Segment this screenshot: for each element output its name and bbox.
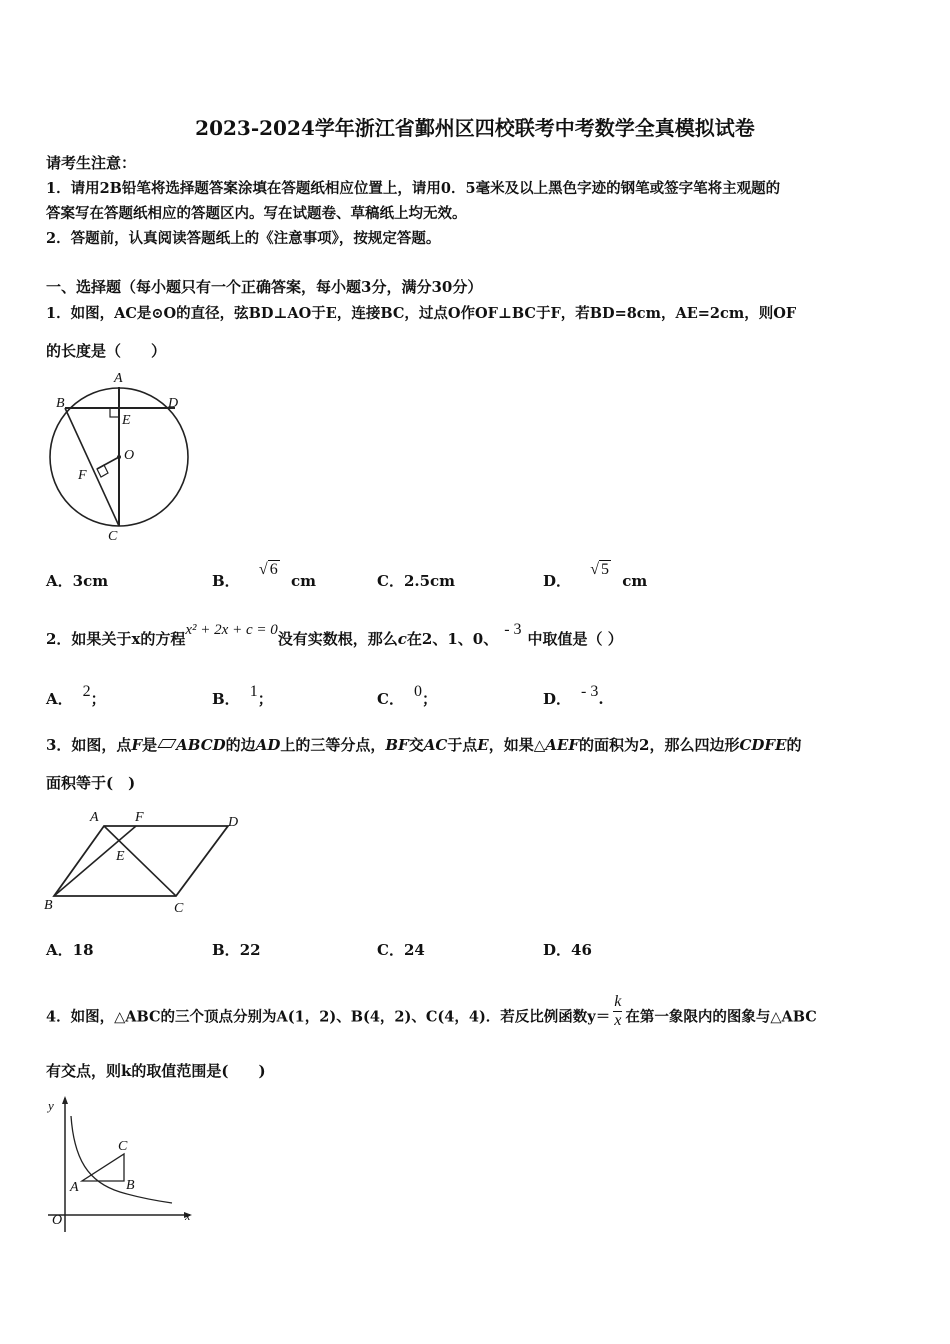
q2-suffix: 中取值是（ ） [527, 630, 623, 648]
radicand: 6 [269, 561, 278, 578]
option-text: cm [290, 572, 316, 590]
q2-text-line [46, 621, 623, 649]
q2-option-b [212, 683, 273, 709]
q3-option-c [377, 939, 425, 960]
q3-var-cdfe: CDFE [739, 736, 787, 754]
label-a: A [114, 371, 123, 386]
q2-prefix: 2．如果关于x的方程 [46, 630, 186, 648]
page-title: 2023-2024学年浙江省鄞州区四校联考中考数学全真模拟试卷 [195, 116, 755, 140]
label-e: E [122, 413, 131, 428]
option-letter: C． [377, 941, 404, 959]
option-letter: B． [212, 941, 240, 959]
q3-part: 的面积为2，那么四边形 [579, 736, 740, 754]
fraction-k-over-x [613, 993, 622, 1030]
q2-neg-three: - 3 [504, 621, 522, 638]
label-b: B [56, 396, 65, 411]
q2-middle-2: 在2、1、0、 [406, 630, 499, 648]
q4-graph-figure [40, 1094, 200, 1234]
label-o: O [124, 448, 135, 463]
label-e: E [116, 849, 125, 864]
option-end: ； [90, 690, 106, 708]
option-letter: C． [377, 690, 404, 708]
q3-var-ad: AD [255, 736, 281, 754]
option-value: 2 [82, 683, 91, 700]
q1-option-d [543, 561, 648, 591]
q2-option-d [543, 683, 604, 709]
q3-var-aef: AEF [545, 736, 580, 754]
center-o-dot [117, 455, 121, 459]
q3-var-e: E [477, 736, 489, 754]
q3-text-line-1 [46, 734, 802, 755]
q3-part: 3．如图，点 [46, 736, 132, 754]
q3-part: 上的三等分点， [280, 736, 386, 754]
q3-var-ac: AC [423, 736, 448, 754]
hyperbola-curve [71, 1116, 172, 1203]
q2-var: c [397, 630, 407, 648]
label-b: B [44, 898, 53, 913]
option-end: ； [421, 690, 437, 708]
label-d: D [168, 396, 179, 411]
option-value: 1 [249, 683, 258, 700]
q1-option-b [212, 561, 316, 591]
q3-parallelogram-figure [40, 806, 250, 918]
triangle-abc [82, 1154, 124, 1181]
q3-part: 的边 [225, 736, 256, 754]
option-end: . [598, 690, 604, 708]
label-c: C [118, 1139, 128, 1154]
q3-part: 是 [142, 736, 158, 754]
notice-line-1a: 1．请用2B铅笔将选择题答案涂填在答题纸相应位置上，请用0．5毫米及以上黑色字迹的钢笔或签字笔将主观题的 [46, 180, 781, 197]
y-axis-arrow [62, 1096, 68, 1104]
label-f: F [135, 810, 144, 825]
q1-text-line-2: 的长度是（ ） [46, 342, 167, 360]
q2-option-a [46, 683, 106, 709]
q1-option-a [46, 570, 108, 591]
q3-var-f: F [131, 736, 143, 754]
notice-line-1b: 答案写在答题纸相应的答题区内。写在试题卷、草稿纸上均无效。 [46, 205, 467, 222]
option-letter: A． [46, 941, 73, 959]
right-angle-e [110, 408, 119, 417]
option-letter: D． [543, 572, 572, 590]
label-y: y [48, 1098, 54, 1113]
label-f: F [78, 468, 87, 483]
label-c: C [174, 901, 184, 916]
diagonal-ac [104, 826, 176, 896]
label-o: O [52, 1213, 63, 1228]
option-letter: A． [46, 690, 73, 708]
label-d: D [228, 815, 239, 830]
radicand: 5 [601, 561, 610, 578]
label-a: A [70, 1180, 79, 1195]
notice-heading: 请考生注意： [46, 154, 137, 172]
fraction-numerator: k [614, 993, 622, 1010]
q3-option-d [543, 939, 592, 960]
q3-var-bf: BF [385, 736, 409, 754]
label-b: B [126, 1178, 135, 1193]
parallelogram-symbol [158, 739, 177, 748]
sqrt-expression [259, 561, 280, 578]
option-text: 24 [403, 941, 425, 959]
q3-part: ，如果△ [488, 736, 546, 754]
q4-suffix: 在第一象限内的图象与△ABC [625, 1008, 817, 1026]
sqrt-expression [590, 561, 611, 578]
q3-part: 交 [408, 736, 424, 754]
q4-text-line-1 [46, 993, 817, 1036]
q2-option-c [377, 683, 437, 709]
q3-text-line-2: 面积等于( ) [46, 774, 136, 792]
q1-text-line-1: 1．如图，AC是⊙O的直径，弦BD⊥AO于E，连接BC，过点O作OF⊥BC于F，若BD=8cm，AE=2cm，则OF [46, 305, 797, 322]
radical-sign: √ [258, 561, 268, 578]
q1-option-c [377, 570, 455, 591]
radical-sign: √ [590, 561, 600, 578]
q2-equation: x² + 2x + c = 0 [185, 622, 278, 638]
q4-text-line-2: 有交点，则k的取值范围是( ) [46, 1062, 266, 1080]
label-c: C [108, 529, 118, 544]
q4-prefix: 4．如图，△ABC的三个顶点分别为A(1，2)、B(4，2)、C(4，4)．若反比例函数y＝ [46, 1008, 611, 1026]
option-text: 46 [571, 941, 592, 959]
option-letter: D． [543, 690, 572, 708]
option-value: - 3 [581, 683, 599, 700]
option-text: 2.5cm [403, 572, 456, 590]
q3-part: 于点 [447, 736, 478, 754]
label-a: A [90, 810, 99, 825]
q3-var-abcd: ABCD [176, 736, 226, 754]
option-value: 0 [413, 683, 422, 700]
option-end: ； [257, 690, 273, 708]
section-heading: 一、选择题（每小题只有一个正确答案，每小题3分，满分30分） [46, 278, 483, 296]
fraction-denominator: x [614, 1012, 622, 1029]
q1-circle-figure [40, 366, 200, 546]
option-text: 3cm [72, 572, 109, 590]
option-letter: A． [46, 572, 73, 590]
q2-middle: 没有实数根，那么 [277, 630, 398, 648]
option-text: 18 [72, 941, 94, 959]
option-letter: C． [377, 572, 404, 590]
option-text: 22 [239, 941, 261, 959]
option-text: cm [622, 572, 648, 590]
q3-part: 的 [786, 736, 802, 754]
option-letter: D． [543, 941, 572, 959]
q3-option-a [46, 939, 94, 960]
option-letter: B． [212, 572, 240, 590]
q3-option-b [212, 939, 261, 960]
notice-line-2: 2．答题前，认真阅读答题纸上的《注意事项》，按规定答题。 [46, 230, 441, 247]
option-letter: B． [212, 690, 240, 708]
label-x: x [185, 1209, 191, 1223]
